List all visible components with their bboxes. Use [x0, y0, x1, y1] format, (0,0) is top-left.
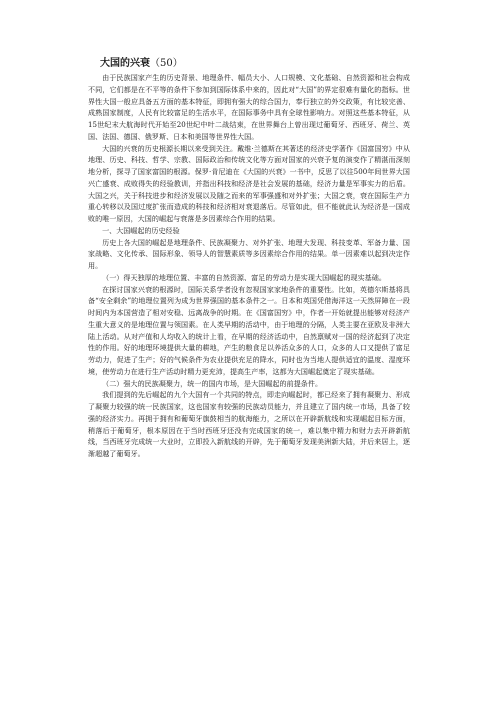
document-body — [88, 72, 410, 460]
subsection-1-heading: （一）得天独厚的地理位置、丰富的自然资源、富足的劳动力是实现大国崛起的现实基础。 — [102, 272, 386, 282]
paragraph-history: 大国的兴衰的历史根源长期以来受到关注。戴维·兰德斯在其著述的经济史学著作《国富国穷》中从地理、历史、科技、哲学、宗教、国际政治和传统文化等方面对国家的兴衰予复的演变作了精湛而深刻地分析，探寻了国家富国的根源。保罗·肯尼迪在《大国的兴衰》一书中，反思了以往500年间世界大国兴亡盛衰、成败得失的经验教训，并指出科技和经济是社会发展的基础，经济力量是军事实力的后盾。大国之兴，关于科技进步和经济发展以及随之而来的军事强盛和对外扩张；大国之衰，衰在国际生产力重心转移以及国过度扩张而造成的科技和经济相对衰退落后。尽管如此，但不能就此认为经济是一国成败的唯一原因，大国的崛起与衰落是多因素综合作用的结果。 — [88, 143, 410, 223]
section-intro: 历史上各大国的崛起是地理条件、民族凝聚力、对外扩张、地理大发现、科技变革、军备力量、国家战略、文化传承、国际形象、领导人的智慧素质等多因素综合作用的结果。单一因素难以起到决定作用。 — [88, 237, 410, 270]
title-page-ref: （50） — [150, 58, 183, 69]
page-title — [100, 58, 183, 70]
paragraph-intro: 由于民族国家产生的历史背景、地理条件、幅员大小、人口规模、文化基础、自然资源和社会构成不同，它们都是在不平等的条件下参加到国际体系中来的，因此对“大国”的界定很难有量化的指标。世界性大国一般应具备五方面的基本特征，即拥有强大的综合国力，奉行独立的外交政策，有比较完善、成熟国家制度，人民有比较富足的生活水平，在国际事务中具有全球性影响力。对照这些基本特征，从15世纪末大航海时代开始至20世纪中叶二战结束，在世界舞台上曾出现过葡萄牙、西班牙、荷兰、英国、法国、德国、俄罗斯、日本和美国等世界性大国。 — [88, 73, 410, 141]
subsection-1-body: 在探讨国家兴衰的根源时，国际关系学者没有忽视国家家地条件的重要性。比如，英德尔斯基将具备“安全剩余”的地理位置列为成为世界强国的基本条件之一。日本和英国凭借海洋这一天然屏障在一段时间内为本国营造了相对安稳、远离战争的时期。在《国富国穷》中，作者一开始就提出能够对经济产生重大意义的是地理位置与领国素。在人类早期的活动中，由于地理的分隔，人类主要在亚欧及非洲大陆上活动。从对产值和人均收入的统计上看，在早期的经济活动中，自然禀赋对一国的经济起到了决定性的作用。好的地理环境提供大量的耕地，产生的粮食足以养活众多的人口，众多的人口又提供了富足劳动力，促进了生产；好的气候条件为农业提供充足的降水，同时也为当地人提供适宜的温度、湿度环境，使劳动力在进行生产活动时精力更充沛，提高生产率，这都为大国崛起奠定了现实基础。 — [88, 284, 410, 376]
section-heading: 一、大国崛起的历史经验 — [102, 225, 180, 235]
subsection-2-body: 我们提到的先后崛起的九个大国有一个共同的特点，即走向崛起时，都已经来了拥有凝聚力、形成了凝聚力较强的统一民族国家，这也国家有较强的民族动员能力，并且建立了国内统一市场，具备了较强的经济实力。再拥于拥有和葡萄牙旗鼓相当的航海能力，之所以在开辟新航线和实现崛起目标方面，稍落后于葡萄牙，根本原因在于当时西班牙还没有完成国家的统一，难以集中精力和财力去开辟新航线，当西班牙完成统一大业时，立即投入新航线的开辟，先于葡萄牙发现美洲新大陆，并后来居上，逐渐超越了葡萄牙。 — [88, 390, 410, 458]
subsection-2-heading: （二）强大的民族凝聚力，统一的国内市场，是大国崛起的前提条件。 — [102, 378, 323, 388]
title-text: 大国的兴衰 — [100, 58, 150, 69]
